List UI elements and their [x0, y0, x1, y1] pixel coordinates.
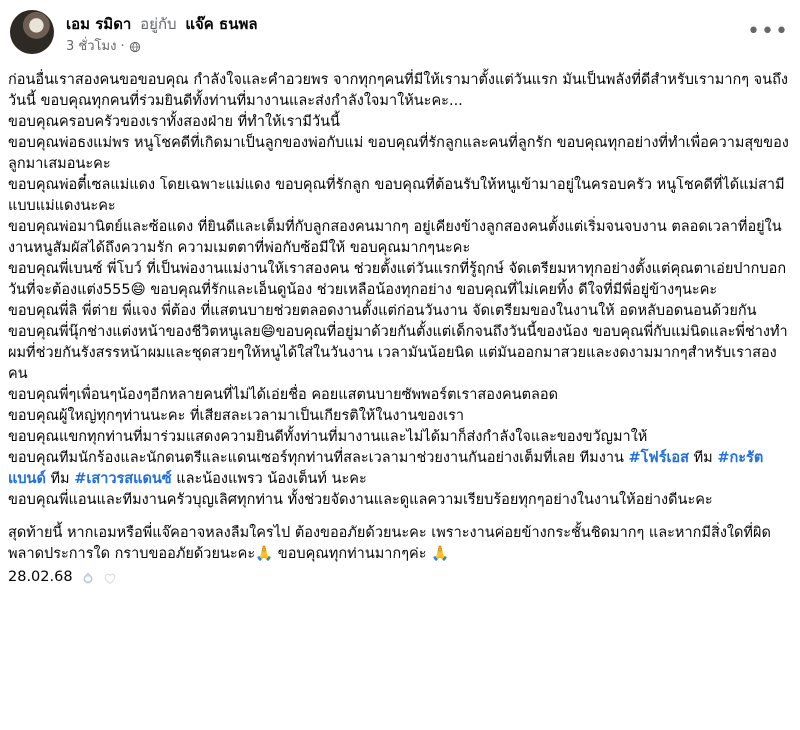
more-icon: •••	[747, 19, 789, 44]
author-name[interactable]: เอม รมิดา	[66, 15, 132, 33]
post-paragraph: ขอบคุณพ่อมานิตย์และซ้อแดง ที่ยินดีและเต็มที่กับลูกสองคนมากๆ อยู่เคียงข้างลูกสองคนตั้งแต่เริ่มจนจบงาน ตลอดเวลาที่อยู่ในงานหนูสัมผัสได้ถึงความรัก ความเมตตาที่พ่อกับซ้อมีให้ ขอบคุณมากๆนะคะ	[8, 219, 782, 256]
more-button[interactable]	[747, 19, 789, 44]
post-paragraph: ขอบคุณพี่นุ๊กช่างแต่งหน้าของชีวิตหนูเลย😄ขอบคุณที่อยู่มาด้วยกันตั้งแต่เด็กจนถึงวันนี้ของน้อง ขอบคุณพี่กับแม่นิดและพี่ช่างทำผมที่ช่วยกันรังสรรหน้าผมและชุดสวยๆให้หนูได้ใส่ในวันงาน เวลามันน้อยนิด แต่มันออกมาสวยและงดงามมากๆสำหรับเราสองคน	[8, 324, 788, 382]
post-paragraph-text: ทีม	[693, 450, 718, 466]
post-paragraph-with-hashtags	[8, 448, 790, 490]
post-paragraph-text: ทีม	[50, 471, 75, 487]
heart-icon	[103, 571, 117, 585]
paragraph-gap	[8, 511, 790, 523]
post-paragraph: ขอบคุณพี่แอนและทีมงานครัวบุญเลิศทุกท่าน ทั้งช่วยจัดงานและดูแลความเรียบร้อยทุกๆอย่างในงานให้อย่างดีนะคะ	[8, 492, 713, 508]
post-header	[10, 10, 790, 66]
ring-icon	[81, 571, 95, 585]
dot-separator: ·	[120, 39, 125, 54]
hashtag-link[interactable]: #โฟร์เอส	[628, 450, 689, 466]
hashtag-link[interactable]: #กะรัตแบนด์	[8, 450, 764, 487]
author-line	[66, 14, 258, 34]
post-paragraph: ขอบคุณพี่ลิ พี่ต่าย พี่แจง พี่ต้อง ที่แสตนบายช่วยตลอดงานตั้งแต่ก่อนวันงาน จัดเตรียมของในงานให้ อดหลับอดนอนด้วยกัน	[8, 303, 757, 319]
hashtag-link[interactable]: #เสาวรสแดนซ์	[74, 471, 172, 487]
post-time[interactable]: 3 ชั่วโมง	[66, 39, 117, 54]
post-paragraph: ก่อนอื่นเราสองคนขอขอบคุณ กำลังใจและคำอวยพร จากทุกๆคนที่มีให้เรามาตั้งแต่วันแรก มันเป็นพลังที่ดีสำหรับเรามากๆ จนถึงวันนี้ ขอบคุณทุกคนที่ร่วมยินดีทั้งท่านที่มางานและส่งกำลังใจมาให้นะคะ...	[8, 72, 788, 109]
post-date: 28.02.68	[8, 569, 73, 585]
post-meta	[66, 38, 141, 56]
post-paragraph: ขอบคุณพี่ๆเพื่อนๆน้องๆอีกหลายคนที่ไม่ได้เอ่ยชื่อ คอยแสตนบายซัพพอร์ตเราสองคนตลอด	[8, 387, 559, 403]
post-paragraph-text: และน้องแพรว น้องเต็นท์ นะคะ	[176, 471, 367, 487]
post-paragraph: ขอบคุณครอบครัวของเราทั้งสองฝ่าย ที่ทำให้เรามีวันนี้	[8, 114, 340, 130]
post-paragraph: ขอบคุณพ่อตี๋เซลแม่แดง โดยเฉพาะแม่แดง ขอบคุณที่รักลูก ขอบคุณที่ต้อนรับให้หนูเข้ามาอยู่ในครอบครัว หนูโชคดีที่ได้แม่สามีแบบแม่แดงนะคะ	[8, 177, 785, 214]
post-paragraph: ขอบคุณพี่เบนซ์ พี่โบว์ ที่เป็นพ่องานแม่งานให้เราสองคน ช่วยตั้งแต่วันแรกที่รู้ฤกษ์ จัดเตรียมหาทุกอย่างตั้งแต่คุณตาเอ่ยปากบอกวันที่จะต้องแต่ง555😄 ขอบคุณที่รักและเอ็นดูน้อง ช่วยเหลือน้องทุกอย่าง ขอบคุณที่ไม่เคยทิ้ง ดีใจที่มีพี่อยู่ข้างๆนะคะ	[8, 261, 787, 298]
author-avatar[interactable]	[10, 10, 54, 54]
post-paragraph: ขอบคุณแขกทุกท่านที่มาร่วมแสดงความยินดีทั้งท่านที่มางานและไม่ได้มาก็ส่งกำลังใจและของขวัญมาให้	[8, 429, 648, 445]
with-text: อยู่กับ	[140, 15, 177, 33]
post-paragraph: ขอบคุณผู้ใหญ่ทุกๆท่านนะคะ ที่เสียสละเวลามาเป็นเกียรติให้ในงานของเรา	[8, 408, 465, 424]
tagged-name[interactable]: แจ๊ค ธนพล	[185, 15, 258, 33]
post-paragraph: สุดท้ายนี้ หากเอมหรือพี่แจ๊คอาจหลงลืมใครไป ต้องขออภัยด้วยนะคะ เพราะงานค่อยข้างกระชั้นชิดมากๆ และหากมีสิ่งใดที่ผิดพลาดประการใด กราบขออภัยด้วยนะคะ🙏 ขอบคุณทุกท่านมากๆค่ะ 🙏	[8, 525, 771, 562]
post-body	[8, 70, 790, 588]
post-paragraph: ขอบคุณพ่อธงแม่พร หนูโชคดีที่เกิดมาเป็นลูกของพ่อกับแม่ ขอบคุณที่รักลูกและคนที่ลูกรัก ขอบคุณทุกอย่างที่ทำเพื่อความสุขของลูกมาเสมอนะคะ	[8, 135, 789, 172]
globe-icon[interactable]	[129, 41, 141, 53]
post-paragraph-text: ขอบคุณทีมนักร้องและนักดนตรีและแดนเซอร์ทุกท่านที่สละเวลามาช่วยงานกันอย่างเต็มที่เลย ทีมงาน	[8, 450, 629, 466]
date-row	[8, 567, 790, 588]
